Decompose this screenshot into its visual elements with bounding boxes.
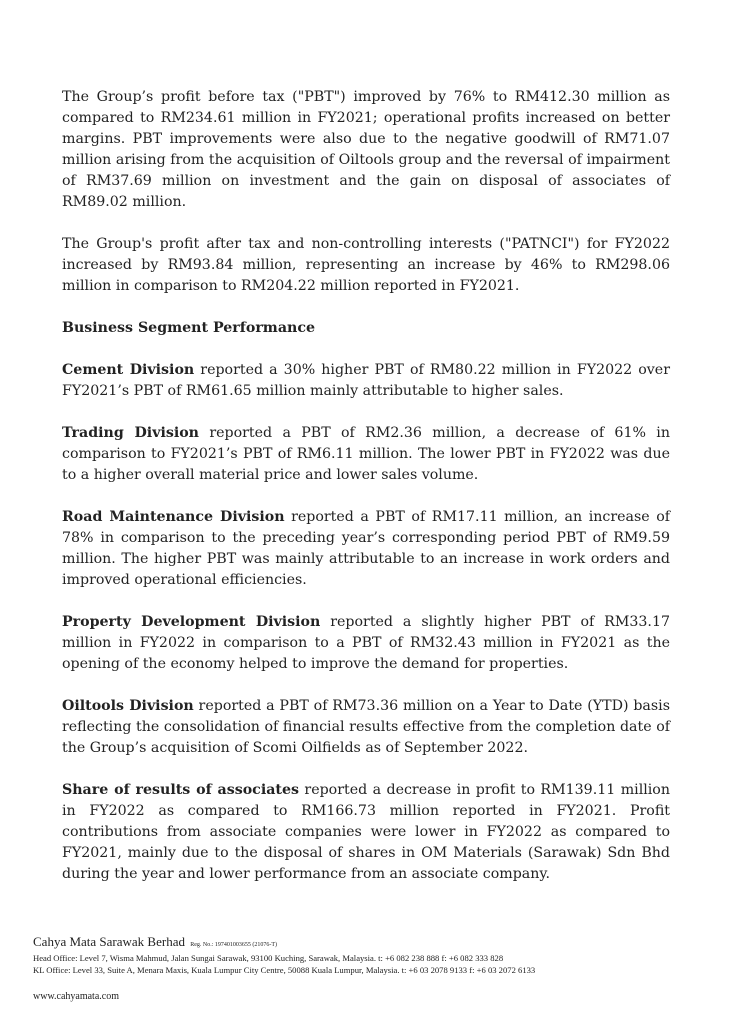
segment-paragraph-associates: [62, 780, 670, 885]
segment-name: Road Maintenance Division: [62, 509, 285, 525]
segment-text: reported a PBT of RM2.36 million, a decrease of 61% in comparison to FY2021’s PBT of RM6.11 million. The lower PBT in FY2022 was due to a higher overall material price and lower sales volume.: [62, 425, 670, 483]
segment-text: reported a PBT of RM17.11 million, an increase of 78% in comparison to the preceding year’s corresponding period PBT of RM9.59 million. The higher PBT was mainly attributable to an increase in work orders and improved operational efficiencies.: [62, 509, 670, 588]
document-body: [62, 87, 670, 906]
company-name: Cahya Mata Sarawak Berhad: [33, 934, 185, 949]
patnci-paragraph: The Group's profit after tax and non-controlling interests ("PATNCI") for FY2022 increased by RM93.84 million, representing an increase by 46% to RM298.06 million in comparison to RM204.22 million reported in FY2021.: [62, 236, 670, 294]
segment-text: reported a decrease in profit to RM139.11 million in FY2022 as compared to RM166.73 million reported in FY2021. Profit contributions from associate companies were lower in FY2022 as compared to FY2021, mainly due to the disposal of shares in OM Materials (Sarawak) Sdn Bhd during the year and lower performance from an associate company.: [62, 782, 670, 882]
segment-text: reported a 30% higher PBT of RM80.22 million in FY2022 over FY2021’s PBT of RM61.65 million mainly attributable to higher sales.: [62, 362, 670, 399]
website-link[interactable]: www.cahyamata.com: [33, 991, 119, 1002]
segment-name: Property Development Division: [62, 614, 321, 630]
company-line: [33, 934, 713, 953]
pbt-paragraph: The Group’s profit before tax ("PBT") improved by 76% to RM412.30 million as compared to RM234.61 million in FY2021; operational profits increased on better margins. PBT improvements were also due to the negative goodwill of RM71.07 million arising from the acquisition of Oiltools group and the reversal of impairment of RM37.69 million on investment and the gain on disposal of associates of RM89.02 million.: [62, 89, 670, 210]
registration-number: Reg. No.: 197401003655 (21076-T): [190, 942, 278, 948]
segment-paragraph-road-maintenance: [62, 507, 670, 591]
kl-office-address: KL Office: Level 33, Suite A, Menara Maxis, Kuala Lumpur City Centre, 50088 Kuala Lumpur, Malaysia. t: +6 03 2078 9133 f: +6 03 2072 6133: [33, 964, 536, 975]
segment-name: Cement Division: [62, 362, 195, 378]
section-heading: Business Segment Performance: [62, 320, 315, 336]
segment-text: reported a slightly higher PBT of RM33.17 million in FY2022 in comparison to a PBT of RM32.43 million in FY2021 as the opening of the economy helped to improve the demand for properties.: [62, 614, 670, 672]
head-office-address: Head Office: Level 7, Wisma Mahmud, Jalan Sungai Sarawak, 93100 Kuching, Sarawak, Malaysia. t: +6 082 238 888 f: +6 082 333 828: [33, 953, 504, 963]
page-footer: [33, 934, 713, 976]
segment-text: reported a PBT of RM73.36 million on a Year to Date (YTD) basis reflecting the consolidation of financial results effective from the completion date of the Group’s acquisition of Scomi Oilfields as of September 2022.: [62, 698, 670, 756]
segment-name: Oiltools Division: [62, 698, 194, 714]
segment-paragraph-property: [62, 612, 670, 675]
segment-name: Share of results of associates: [62, 782, 299, 798]
segment-paragraph-cement: [62, 360, 670, 402]
segment-paragraph-oiltools: [62, 696, 670, 759]
segment-name: Trading Division: [62, 425, 199, 441]
segment-paragraph-trading: [62, 423, 670, 486]
